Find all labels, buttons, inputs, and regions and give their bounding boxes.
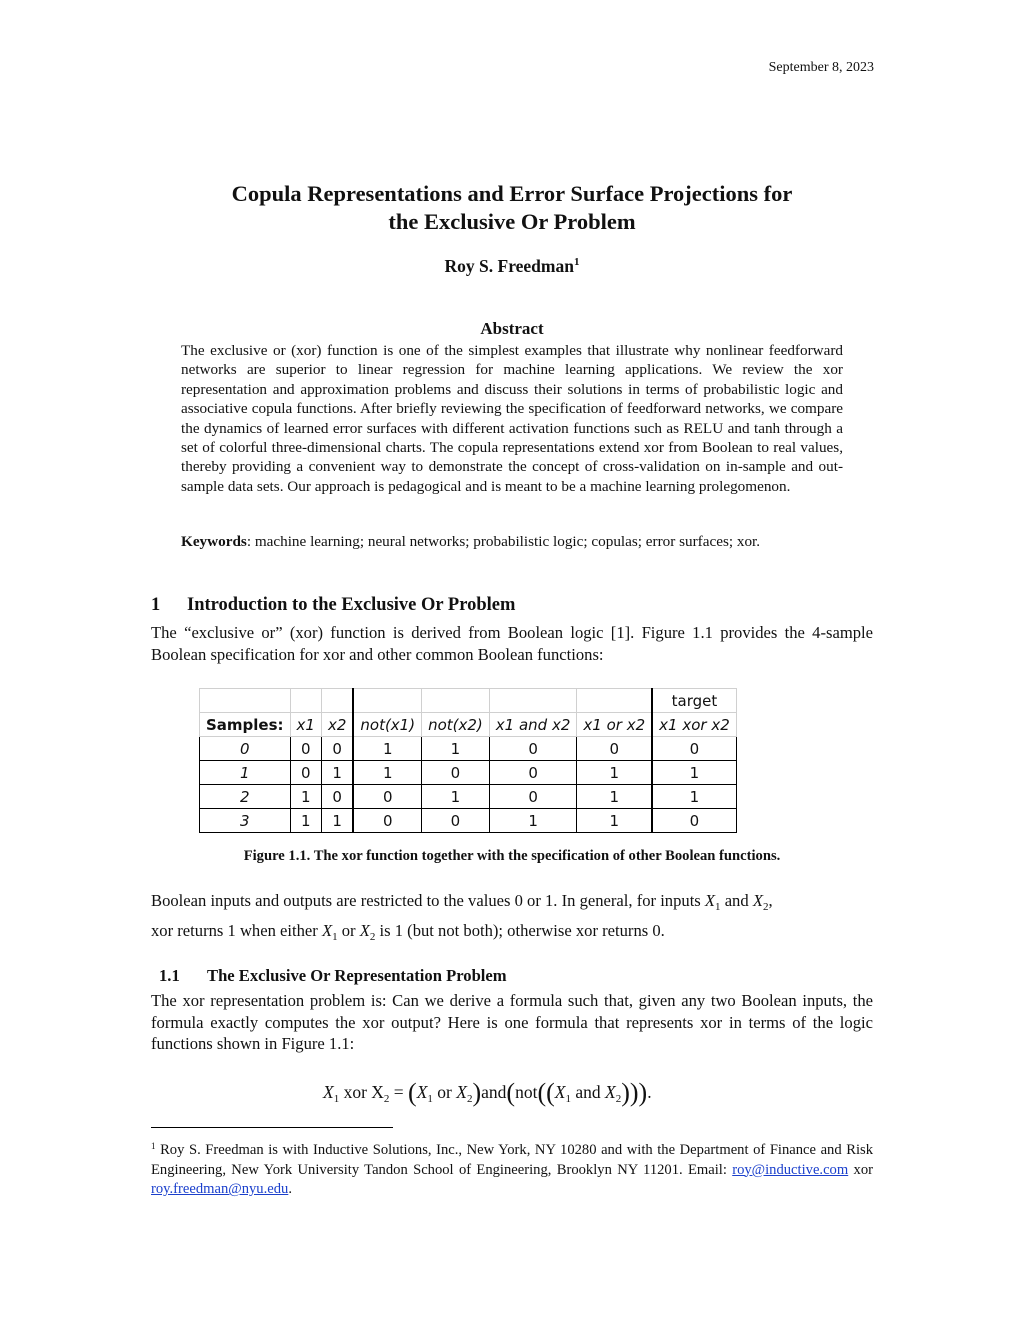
- subscript: 1: [332, 931, 338, 943]
- table-cell: 0: [321, 737, 353, 761]
- table-cell: 0: [290, 761, 321, 785]
- table-cell: 0: [353, 785, 421, 809]
- table-target-row: [200, 689, 737, 713]
- author-name: Roy S. Freedman: [444, 256, 574, 276]
- table-cell: 1: [489, 809, 577, 833]
- subscript: 2: [466, 1093, 473, 1105]
- keywords-text: : machine learning; neural networks; probabilistic logic; copulas; error surfaces; xor.: [246, 533, 761, 550]
- text-run: Boolean inputs and outputs are restricted to the values 0 or 1. In general, for inputs: [151, 891, 705, 910]
- table-row: [200, 785, 737, 809]
- table-cell: 1: [290, 809, 321, 833]
- footnote-text: Roy S. Freedman is with Inductive Solutions, Inc., New York, NY 10280 and with the Department of Finance and Risk Engineering, New York University Tandon School of Engineering, Brooklyn NY 11201. Email:: [151, 1142, 873, 1178]
- table-cell: 1: [577, 809, 652, 833]
- var-x: X: [323, 1082, 334, 1102]
- formula-and: and: [575, 1082, 601, 1102]
- footnote-text: .: [288, 1181, 292, 1198]
- table-row: [200, 761, 737, 785]
- section-1-heading: [151, 595, 515, 616]
- header-xor: x1 xor x2: [652, 713, 736, 737]
- section-1-1-paragraph: The xor representation problem is: Can we derive a formula such that, given any two Boolean inputs, the formula exactly computes the xor output? Here is one formula that represents xor in terms of the logic functions shown in Figure 1.1:: [151, 991, 873, 1054]
- table-cell: 0: [489, 785, 577, 809]
- table-cell: 1: [652, 761, 736, 785]
- paragraph-boolean-inputs: [151, 890, 873, 919]
- author: [0, 256, 1024, 277]
- email-link-inductive[interactable]: roy@inductive.com: [732, 1161, 849, 1178]
- header-x2: x2: [321, 713, 353, 737]
- header-not-x1: not(x1): [353, 713, 421, 737]
- table-cell: 1: [200, 761, 291, 785]
- table-cell: 0: [290, 737, 321, 761]
- text-run: is 1 (but not both); otherwise xor returns 0.: [375, 921, 665, 940]
- title-line-2: the Exclusive Or Problem: [388, 209, 636, 234]
- header-x1: x1: [290, 713, 321, 737]
- xor-formula: $X_1$ xor $X_2 = (X_1$ or $X_2)and(not((X_1$ and $X_2$))).: [323, 1078, 652, 1107]
- table-header-row: [200, 713, 737, 737]
- var-x: X: [752, 891, 763, 910]
- var-x: X: [704, 891, 716, 910]
- header-samples: Samples:: [200, 713, 291, 737]
- subscript: 2: [762, 901, 769, 913]
- section-1-paragraph: The “exclusive or” (xor) function is derived from Boolean logic [1]. Figure 1.1 provides the 4-sample Boolean specification for xor and other common Boolean functions:: [151, 623, 873, 664]
- table-row: [200, 737, 737, 761]
- section-1-number: 1: [151, 595, 161, 615]
- table-cell: 0: [353, 809, 421, 833]
- var-x: X: [554, 1082, 566, 1102]
- figure-caption: Figure 1.1. The xor function together with the specification of other Boolean functions.: [243, 848, 781, 864]
- table-cell: 1: [290, 785, 321, 809]
- subscript: 2: [615, 1093, 622, 1105]
- table-cell: 0: [489, 737, 577, 761]
- var-x: X: [456, 1082, 467, 1102]
- table-cell: 1: [422, 737, 490, 761]
- author-footnote-mark: 1: [573, 256, 580, 268]
- subscript: 1: [427, 1093, 433, 1105]
- table-cell: 1: [577, 785, 652, 809]
- text-run: or: [337, 921, 360, 940]
- subscript: 1: [565, 1093, 571, 1105]
- formula-and: and: [481, 1082, 507, 1102]
- section-1-title: Introduction to the Exclusive Or Problem: [187, 595, 516, 615]
- formula-or: or: [437, 1082, 452, 1102]
- table-cell: 0: [422, 761, 490, 785]
- footnote: [151, 1137, 873, 1200]
- section-1-1-number: 1.1: [159, 966, 180, 985]
- boolean-table: [199, 688, 737, 833]
- var-x: X: [359, 921, 370, 940]
- table-cell: 1: [577, 761, 652, 785]
- table-cell: 0: [652, 809, 736, 833]
- text-run: ,: [768, 891, 773, 910]
- footnote-rule: [151, 1127, 393, 1128]
- abstract-heading: Abstract: [480, 319, 544, 338]
- header-or: x1 or x2: [577, 713, 652, 737]
- header-not-x2: not(x2): [422, 713, 490, 737]
- table-cell: 0: [489, 761, 577, 785]
- keywords: [181, 533, 843, 551]
- footnote-mark: 1: [151, 1141, 156, 1151]
- abstract-text: The exclusive or (xor) function is one of the simplest examples that illustrate why nonlinear feedforward networks are superior to linear regression for machine learning applications. We review the xor representation and approximation problems and discuss their solutions in terms of probabilistic logic and associative copula functions. After briefly reviewing the specification of feedforward networks, we compare the dynamics of learned error surfaces with different activation functions such as RELU and tanh through a set of colorful three-dimensional charts. The copula representations extend xor from Boolean to real values, thereby providing a convenient way to demonstrate the concept of cross-validation on in-sample and out-sample data sets. Our approach is pedagogical and is meant to be a machine learning prolegomenon.: [181, 342, 843, 495]
- var-x: X: [416, 1082, 428, 1102]
- table-row: [200, 809, 737, 833]
- table-cell: 0: [577, 737, 652, 761]
- date: September 8, 2023: [768, 60, 874, 75]
- table-cell: 3: [200, 809, 291, 833]
- table-cell: 0: [321, 785, 353, 809]
- paper-title: [0, 180, 1024, 236]
- table-cell: 2: [200, 785, 291, 809]
- table-cell: 1: [353, 761, 421, 785]
- header-and: x1 and x2: [489, 713, 577, 737]
- formula-period: .: [647, 1082, 652, 1102]
- table-cell: 0: [200, 737, 291, 761]
- subscript: 1: [715, 901, 721, 913]
- table-cell: 1: [652, 785, 736, 809]
- title-line-1: Copula Representations and Error Surface Projections for: [231, 181, 793, 206]
- formula-equals: =: [393, 1082, 404, 1102]
- text-run: xor returns 1 when either: [151, 921, 322, 940]
- subscript: 1: [333, 1093, 340, 1105]
- var-x: X: [321, 921, 333, 940]
- keywords-label: Keywords: [181, 533, 247, 550]
- target-label: target: [652, 689, 736, 713]
- paragraph-xor-returns: [151, 920, 873, 949]
- section-1-1-title: The Exclusive Or Representation Problem: [207, 966, 507, 985]
- formula-x: X: [371, 1082, 384, 1102]
- section-1-1-heading: [159, 966, 507, 986]
- table-cell: 1: [321, 809, 353, 833]
- formula-not: not: [515, 1082, 538, 1102]
- email-link-nyu[interactable]: roy.freedman@nyu.edu: [151, 1181, 289, 1198]
- text-run: and: [720, 891, 753, 910]
- table-cell: 1: [353, 737, 421, 761]
- table-cell: 0: [652, 737, 736, 761]
- table-cell: 0: [422, 809, 490, 833]
- table-cell: 1: [422, 785, 490, 809]
- table-cell: 1: [321, 761, 353, 785]
- subscript: 2: [369, 931, 376, 943]
- var-x: X: [605, 1082, 616, 1102]
- formula-xor: xor: [343, 1082, 367, 1102]
- footnote-text: xor: [848, 1161, 873, 1178]
- subscript: 2: [383, 1093, 390, 1105]
